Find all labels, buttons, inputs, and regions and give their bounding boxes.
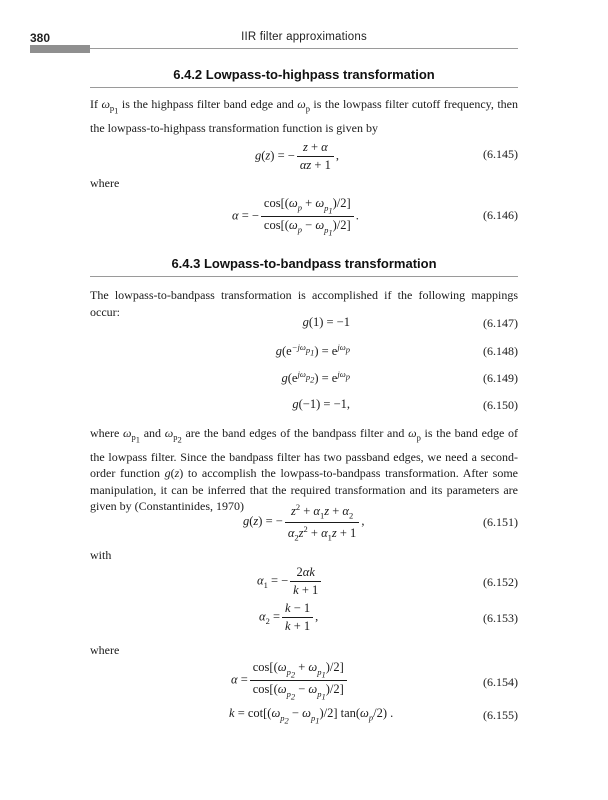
equation-number-6-151: (6.151): [483, 515, 518, 529]
running-title: IIR filter approximations: [241, 31, 367, 43]
header-tab-bar: [30, 45, 90, 53]
paragraph-642-intro: If $\omega_{p_1}$ is the highpass filter band edge and $\omega_p$ is the lowpass filter cutoff frequency, then the lowpass-to-highpass transformation function is given by: [90, 97, 518, 135]
label-where-2: where: [90, 643, 120, 657]
equation-6-145: g(z) = − $\frac{z + \alpha}{\alpha z + 1}$ ,: [255, 140, 339, 172]
section-heading-642: 6.4.2 Lowpass-to-highpass transformation: [173, 67, 435, 82]
section-rule-642: [90, 87, 518, 88]
label-where-1: where: [90, 176, 120, 190]
equation-6-155: $k = \cot[(\omega_{p_2} - \omega_{p_1})/2]$ $\tan(\omega_p/2)$ .: [229, 706, 394, 726]
equation-6-153: $\alpha_2$ = $\frac{k - 1}{k + 1}$ ,: [259, 601, 319, 633]
section-rule-643: [90, 276, 518, 277]
equation-number-6-146: (6.146): [483, 208, 518, 222]
equation-6-152: $\alpha_1$ = − $\frac{2\alpha k}{k + 1}$: [257, 565, 323, 598]
equation-6-147-lhs: g(1) = −1: [302, 315, 350, 329]
paragraph-643-explanation: where $\omega_{p_1}$ and $\omega_{p_2}$ are the band edges of the bandpass filter and $\omega_p$ is the band edge of the lowpass filter. Since the bandpass filter has two passband edges, we need a second-order function g(z) to accomplish the lowpass-to-bandpass transformation. After some manipulation, it can be inferred that the required transformation and its parameters are given by (Constantinides, 1970): [90, 426, 518, 514]
equation-number-6-155: (6.155): [483, 708, 518, 722]
label-with: with: [90, 548, 112, 562]
equation-6-149: $g(e^{j\omega_{p_2}}) = e^{j\omega_p}$: [281, 369, 350, 386]
equation-6-150: g(−1) = −1,: [292, 397, 350, 411]
equation-6-151: g(z) = − $\frac{z^2 + \alpha_1z + \alpha_2}{\alpha_2z^2 + \alpha_1z + 1}$ ,: [243, 502, 365, 543]
equation-number-6-149: (6.149): [483, 371, 518, 385]
equation-number-6-152: (6.152): [483, 575, 518, 589]
paragraph-643-intro: The lowpass-to-bandpass transformation is accomplished if the following mappings occur:: [90, 288, 518, 319]
header-rule: [90, 48, 518, 49]
equation-number-6-154: (6.154): [483, 675, 518, 689]
page-number: 380: [30, 31, 51, 45]
equation-6-146: α = − $\frac{\cos[(\omega_p + \omega_{p_1})/2]}{\cos[(\omega_p - \omega_{p_1})/2]}$ .: [232, 196, 359, 238]
equation-number-6-153: (6.153): [483, 611, 518, 625]
equation-6-154: α = $\frac{\cos[(\omega_{p_2} + \omega_{p_1})/2]}{\cos[(\omega_{p_2} - \omega_{p_1})/2]}$: [231, 660, 349, 701]
equation-6-148: $g(e^{-j\omega_{p_1}}) = e^{j\omega_p}$: [275, 342, 350, 359]
equation-number-6-147: (6.147): [483, 316, 518, 330]
equation-number-6-148: (6.148): [483, 344, 518, 358]
section-heading-643: 6.4.3 Lowpass-to-bandpass transformation: [171, 256, 437, 271]
equation-number-6-145: (6.145): [483, 147, 518, 161]
equation-number-6-150: (6.150): [483, 398, 518, 412]
